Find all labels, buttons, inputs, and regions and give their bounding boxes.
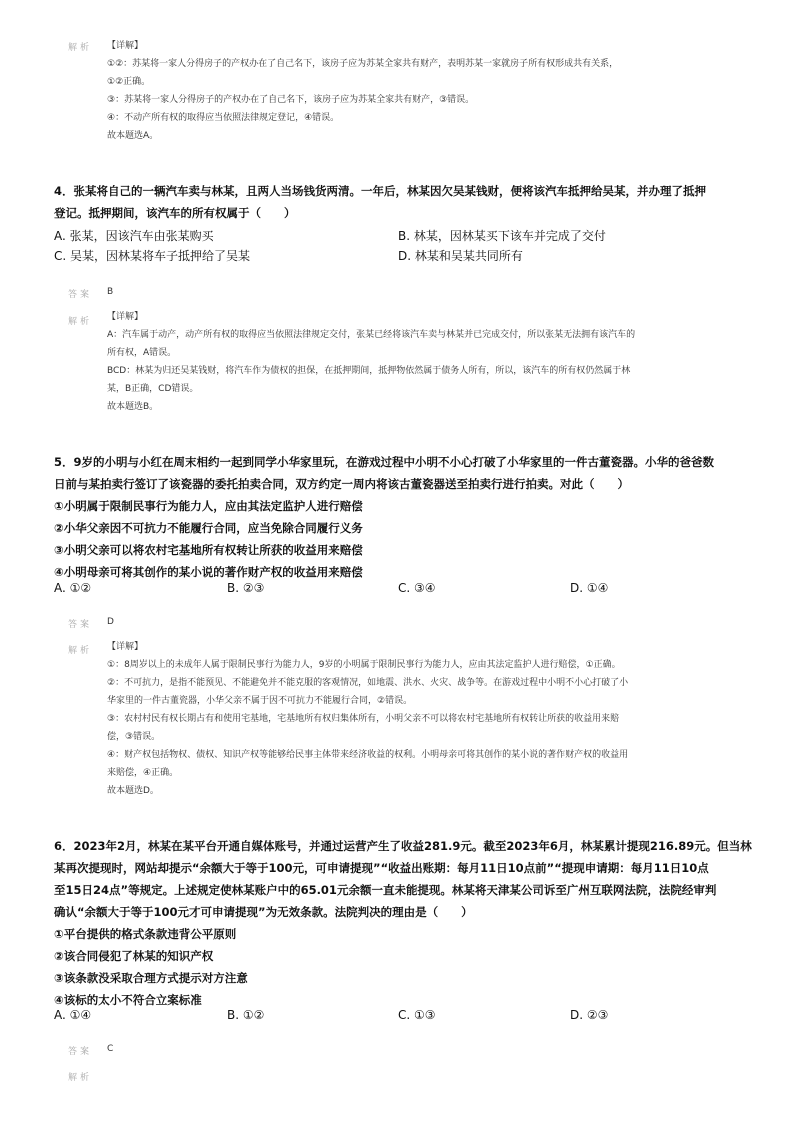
explanation-line: A：汽车属于动产，动产所有权的取得应当依照法律规定交付，张某已经将该汽车卖与林某并已完成交付，所以张某无法拥有该汽车的 bbox=[107, 330, 636, 340]
explanation-line: 偿，③错误。 bbox=[107, 732, 161, 742]
question-line: 登记。抵押期间，该汽车的所有权属于（ ） bbox=[54, 206, 296, 220]
q4-explanation bbox=[107, 308, 737, 416]
explanation-line: ①：8周岁以上的未成年人属于限制民事行为能力人，9岁的小明属于限制民事行为能力人，应由其法定监护人进行赔偿，①正确。 bbox=[107, 660, 621, 670]
question-line: 某再次提现时，网站却提示“余额大于等于100元，可申请提现”“收益出账期：每月11日10点前”“提现申请期：每月11日10点 bbox=[54, 861, 709, 875]
explanation-label: 解析 bbox=[68, 1073, 93, 1083]
question-statement-4: ④该标的太小不符合立案标准 bbox=[54, 993, 202, 1007]
q6-option-a[interactable]: A. ①④ bbox=[54, 1008, 92, 1022]
explanation-line: 某，B正确，CD错误。 bbox=[107, 384, 199, 394]
question-statement-2: ②小华父亲因不可抗力不能履行合同，应当免除合同履行义务 bbox=[54, 521, 363, 535]
explanation-line: ①②正确。 bbox=[107, 77, 151, 87]
q5-explanation bbox=[107, 638, 737, 800]
question-statement-3: ③小明父亲可以将农村宅基地所有权转让所获的收益用来赔偿 bbox=[54, 543, 363, 557]
q4-option-a[interactable]: A. 张某，因该汽车由张某购买 bbox=[54, 229, 214, 243]
explanation-label: 解析 bbox=[68, 646, 93, 656]
q5-option-b[interactable]: B. ②③ bbox=[227, 581, 265, 595]
question-line: 确认“余额大于等于100元才可申请提现”为无效条款。法院判决的理由是（ ） bbox=[54, 905, 473, 919]
explanation-line: 【详解】 bbox=[107, 642, 144, 652]
explanation-line: 来赔偿，④正确。 bbox=[107, 768, 179, 778]
explanation-block-prev bbox=[107, 37, 737, 145]
answer-label: 答案 bbox=[68, 620, 93, 630]
explanation-label: 解析 bbox=[68, 43, 93, 53]
question-line: 日前与某拍卖行签订了该瓷器的委托拍卖合同，双方约定一周内将该古董瓷器送至拍卖行进行拍卖。对此（ ） bbox=[54, 477, 629, 491]
explanation-line: ③：农村村民有权长期占有和使用宅基地，宅基地所有权归集体所有，小明父亲不可以将农村宅基地所有权转让所获的收益用来赔 bbox=[107, 714, 620, 724]
explanation-line: ④：不动产所有权的取得应当依照法律规定登记，④错误。 bbox=[107, 113, 340, 123]
explanation-line: ④：财产权包括物权、债权、知识产权等能够给民事主体带来经济收益的权利。小明母亲可将其创作的某小说的著作财产权的收益用 bbox=[107, 750, 629, 760]
question-statement-1: ①平台提供的格式条款违背公平原则 bbox=[54, 927, 237, 941]
q6-option-b[interactable]: B. ①② bbox=[227, 1008, 265, 1022]
q6-option-d[interactable]: D. ②③ bbox=[570, 1008, 609, 1022]
answer-label: 答案 bbox=[68, 1047, 93, 1057]
explanation-line: 故本题选B。 bbox=[107, 402, 159, 412]
question-statement-4: ④小明母亲可将其创作的某小说的著作财产权的收益用来赔偿 bbox=[54, 565, 363, 579]
explanation-line: 华家里的一件古董瓷器，小华父亲不属于因不可抗力不能履行合同，②错误。 bbox=[107, 696, 413, 706]
q6-option-c[interactable]: C. ①③ bbox=[398, 1008, 436, 1022]
q5-option-c[interactable]: C. ③④ bbox=[398, 581, 436, 595]
q4-option-b[interactable]: B. 林某，因林某买下该车并完成了交付 bbox=[398, 229, 606, 243]
question-line: 至15日24点”等规定。上述规定使林某账户中的65.01元余额一直未能提现。林某将天津某公司诉至广州互联网法院，法院经审判 bbox=[54, 883, 717, 897]
answer-label: 答案 bbox=[68, 290, 93, 300]
q5-answer: D bbox=[107, 617, 114, 627]
question-line: 4．张某将自己的一辆汽车卖与林某，且两人当场钱货两清。一年后，林某因欠吴某钱财，便将该汽车抵押给吴某，并办理了抵押 bbox=[54, 184, 706, 198]
question-statement-1: ①小明属于限制民事行为能力人，应由其法定监护人进行赔偿 bbox=[54, 499, 363, 513]
question-5-stem bbox=[54, 451, 744, 583]
q4-answer: B bbox=[107, 287, 114, 297]
q4-option-d[interactable]: D. 林某和吴某共同所有 bbox=[398, 249, 523, 263]
q4-option-c[interactable]: C. 吴某，因林某将车子抵押给了吴某 bbox=[54, 249, 251, 263]
explanation-line: 故本题选A。 bbox=[107, 131, 159, 141]
explanation-line: 所有权，A错误。 bbox=[107, 348, 177, 358]
explanation-line: ①②：苏某将一家人分得房子的产权办在了自己名下，该房子应为苏某全家共有财产，表明苏某一家就房子所有权形成共有关系， bbox=[107, 59, 619, 69]
q5-option-a[interactable]: A. ①② bbox=[54, 581, 92, 595]
explanation-line: ②：不可抗力，是指不能预见、不能避免并不能克服的客观情况，如地震、洪水、火灾、战争等。在游戏过程中小明不小心打破了小 bbox=[107, 678, 629, 688]
explanation-line: BCD：林某为归还吴某钱财，将汽车作为债权的担保，在抵押期间，抵押物依然属于债务人所有，所以，该汽车的所有权仍然属于林 bbox=[107, 366, 631, 376]
explanation-label: 解析 bbox=[68, 317, 93, 327]
question-statement-2: ②该合同侵犯了林某的知识产权 bbox=[54, 949, 214, 963]
explanation-line: 【详解】 bbox=[107, 41, 144, 51]
explanation-line: ③：苏某将一家人分得房子的产权办在了自己名下，该房子应为苏某全家共有财产，③错误。 bbox=[107, 95, 475, 105]
question-4-stem bbox=[54, 180, 744, 224]
q6-answer: C bbox=[107, 1044, 114, 1054]
explanation-line: 【详解】 bbox=[107, 312, 144, 322]
explanation-line: 故本题选D。 bbox=[107, 786, 159, 796]
question-line: 6．2023年2月，林某在某平台开通自媒体账号，并通过运营产生了收益281.9元。截至2023年6月，林某累计提现216.89元。但当林 bbox=[54, 839, 752, 853]
q5-option-d[interactable]: D. ①④ bbox=[570, 581, 609, 595]
question-6-stem bbox=[54, 835, 752, 1011]
question-line: 5．9岁的小明与小红在周末相约一起到同学小华家里玩，在游戏过程中小明不小心打破了小华家里的一件古董瓷器。小华的爸爸数 bbox=[54, 455, 714, 469]
question-statement-3: ③该条款没采取合理方式提示对方注意 bbox=[54, 971, 248, 985]
